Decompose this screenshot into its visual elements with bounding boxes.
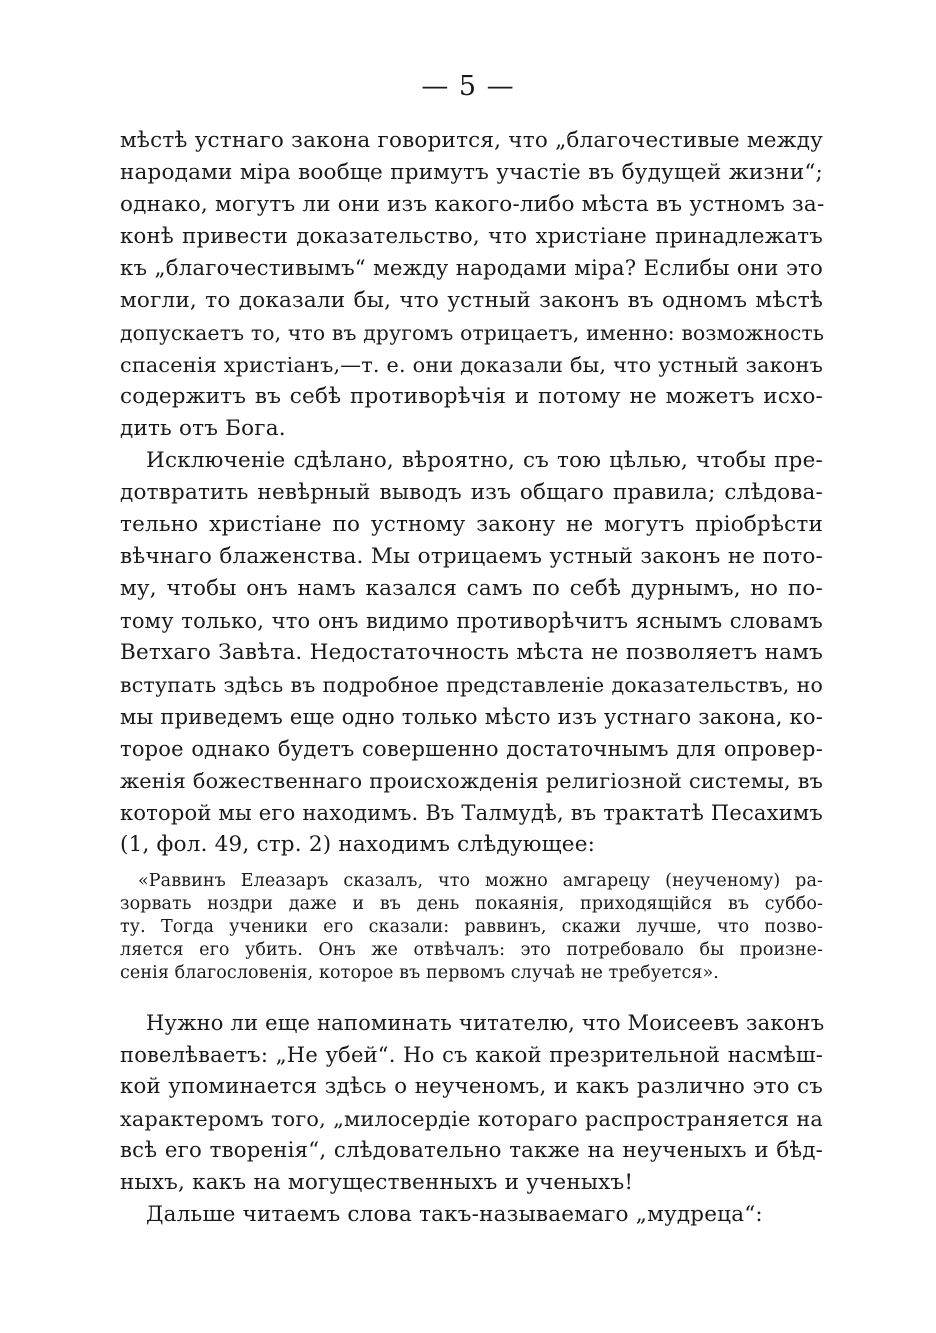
- text-line: всѣ его творенія“, слѣдовательно также на неученыхъ и бѣд-: [120, 1138, 823, 1163]
- text-line: однако, могутъ ли они изъ какого-либо мѣста въ устномъ за-: [120, 192, 825, 217]
- quote-line: ляется его убить. Онъ же отвѣчалъ: это потребовало бы произне-: [120, 940, 823, 960]
- text-line: тому только, что онъ видимо противорѣчитъ яснымъ словамъ: [120, 609, 823, 633]
- text-line: допускаетъ то, что въ другомъ отрицаетъ, именно: возможность: [120, 321, 825, 345]
- quote-line: сенія благословенія, которое въ первомъ случаѣ не требуется».: [120, 963, 719, 983]
- text-line: вступать здѣсь въ подробное представленіе доказательствъ, но: [120, 673, 823, 697]
- quote-line: «Раввинъ Елеазаръ сказалъ, что можно амгарецу (неученому) ра-: [138, 871, 823, 891]
- text-line: народами міра вообще примутъ участіе въ будущей жизни“;: [120, 160, 823, 185]
- text-line: кой упоминается здѣсь о неученомъ, и какъ различно это съ: [120, 1074, 823, 1099]
- text-line: (1, фол. 49, стр. 2) находимъ слѣдующее:: [120, 832, 596, 857]
- text-line: мы приведемъ еще одно только мѣсто изъ устнаго закона, ко-: [120, 705, 823, 729]
- text-line: Исключеніе сдѣлано, вѣроятно, съ тою цѣлью, чтобы пре-: [146, 448, 823, 473]
- text-line: тельно христіане по устному закону не могутъ пріобрѣсти: [120, 512, 823, 537]
- text-line: характеромъ того, „милосердіе котораго распространяется на: [120, 1107, 823, 1131]
- text-line: Нужно ли еще напоминать читателю, что Моисеевъ законъ: [146, 1011, 825, 1035]
- text-line: женія божественнаго происхожденія религіозной системы, въ: [120, 769, 823, 793]
- text-line: ныхъ, какъ на могущественныхъ и ученыхъ!: [120, 1170, 634, 1195]
- quote-line: ту. Тогда ученики его сказали: раввинъ, скажи лучше, что позво-: [120, 917, 823, 937]
- text-line: дить отъ Бога.: [120, 416, 286, 441]
- text-line: могли, то доказали бы, что устный законъ въ одномъ мѣстѣ: [120, 288, 823, 313]
- text-line: мѣстѣ устнаго закона говорится, что „благочестивые между: [120, 128, 823, 153]
- text-line: конѣ привести доказательство, что христіане принадлежатъ: [120, 224, 823, 249]
- text-line: Ветхаго Завѣта. Недостаточность мѣста не позволяетъ намъ: [120, 640, 823, 665]
- quote-line: зорвать ноздри даже и въ день покаянія, приходящійся въ суббо-: [120, 894, 823, 914]
- text-line: дотвратить невѣрный выводъ изъ общаго правила; слѣдова-: [120, 480, 823, 505]
- text-line: вѣчнаго блаженства. Мы отрицаемъ устный законъ не пото-: [120, 544, 823, 569]
- text-line: Дальше читаемъ слова такъ-называемаго „мудреца“:: [146, 1202, 763, 1227]
- text-line: му, чтобы онъ намъ казался самъ по себѣ дурнымъ, но по-: [120, 576, 823, 601]
- page-number: — 5 —: [421, 71, 515, 102]
- text-line: торое однако будетъ совершенно достаточнымъ для опровер-: [120, 737, 823, 761]
- text-line: содержитъ въ себѣ противорѣчія и потому не можетъ исхо-: [120, 384, 823, 409]
- text-line: которой мы его находимъ. Въ Талмудѣ, въ трактатѣ Песахимъ: [120, 801, 823, 825]
- text-line: къ „благочестивымъ“ между народами міра? Еслибы они это: [120, 256, 823, 281]
- text-line: повелѣваетъ: „Не убей“. Но съ какой презрительной насмѣш-: [120, 1043, 823, 1067]
- text-line: спасенія христіанъ,—т. е. они доказали бы, что устный законъ: [120, 353, 823, 377]
